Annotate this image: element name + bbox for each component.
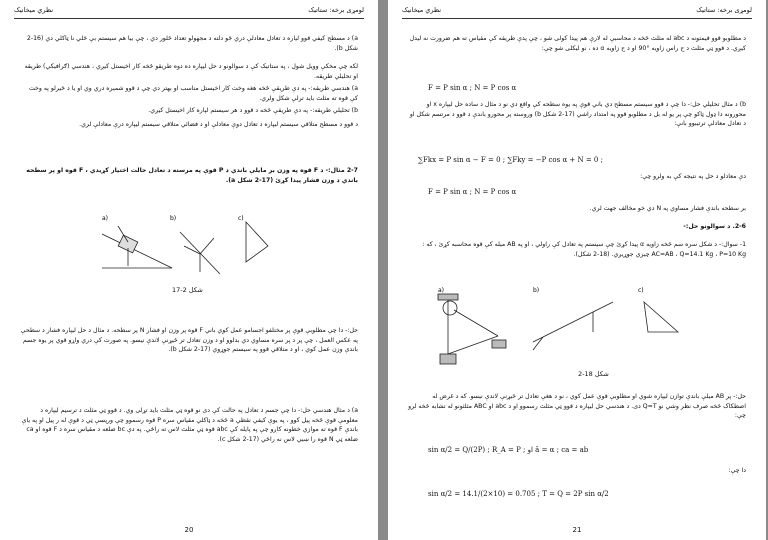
- figure-b: [180, 232, 220, 274]
- page-header: [14, 4, 364, 17]
- paragraph: حل:- پر AB ميلې باندې توازن ليپاره شوي او مطلوبې قوې عمل کوي ، نو د هغې تعادل تر څيړنې لاندې نيسو. که د غرض له اصطکاک څخه صرف نظر وشي نو Q=T دی. د هندسي حل ليپاره د قوو ټي مثلث رسموو او د abc او ABC مثلثونو له تشابه څخه لرو چې:: [408, 393, 746, 420]
- equation: sin α/2 = 14.1/(2×10) = 0.705 ; T = Q = 2P sin α/2: [428, 490, 609, 498]
- svg-text:b): b): [170, 215, 177, 222]
- figure-a: [438, 294, 506, 364]
- figure-caption: شکل 18-2: [578, 370, 609, 378]
- section-heading: 2-6. د سوالونو حل:-: [683, 223, 746, 230]
- paragraph: د قوو د مسطح متلاقي سيستم ليپاره د تعادل دوې معادلې او د فضائي متلاقي سيستم ليپاره درې معادلې لري.: [79, 121, 358, 128]
- page-number: 21: [572, 526, 582, 534]
- header-book-title: نظري ميخانيک: [14, 6, 54, 14]
- figure-caption: شکل 2-17: [172, 286, 203, 294]
- header-book-title: نظري ميخانيک: [402, 6, 442, 14]
- equation: ∑Fkx = P sin α − F = 0 ; ∑Fky = −P cos α + N = 0 ;: [418, 156, 603, 164]
- header-divider: [14, 18, 364, 19]
- paragraph: حل:- دا چې مطلوبې قوې پر مختلفو اجسامو عمل کوي باني F قوه پر وزن او فشار N پر سطحه. د مثال د حل ليپاره فشار د سطحې په عکس العمل ، چې پر د پر سره مساوي دي بدلوو او د وزن تعادل تر څيړنې لاندې نيسو. په صورت کې دري واړو قوي پر يوه جسم باندې وزن عمل کوي ، او د متلاقي قوو په سيستم جوړوي (17-2 شکل b).: [20, 327, 358, 354]
- paragraph: دې معادلو د حل په نتيجه کې به ولرو چې:: [640, 173, 746, 180]
- figure-2-18: [438, 287, 708, 372]
- svg-text:a): a): [438, 287, 445, 294]
- header-section: لومړی برخه: ستاتيک: [308, 6, 364, 14]
- equation: F = P sin α ; N = P cos α: [428, 84, 517, 92]
- question: 1- سوال:- د شکل سره سم څخه زاويه α پيدا کړئ چې سيستم په تعادل کې راولي ، او په AB ميله کې قوه محاسبه کړئ ، که : AC=AB ، Q=14.1 Kg ، P=10 Kg چيري جوړيږي. (18-2 شکل).: [422, 241, 746, 258]
- header-section: لومړی برخه: ستاتيک: [696, 6, 752, 14]
- paragraph: b) د مثال تحليلي حل:- دا چې د قوو سيستم مسطح دي باني قوې په يوه سطحه کې واقع دي نو د مثال د ساده حل ليپاره x او محورونه دا ډول ټاکو چې پر يو له بل د مطلوبو قوو په امتداد راشي (17-2 شکل b) وروسته پر محورو باندې د قوو د مرتسم شکل او د تعادل معادلې ترتيبوو بانې:: [409, 101, 746, 128]
- figure-a: [102, 226, 172, 268]
- svg-text:c): c): [638, 287, 644, 294]
- paragraph: لکه چې مخکې وويل شول ، په ستاتيک کې د سوالونو د حل ليپاره ده دوه طريقو څخه کار اخيستل کيږي ، هندسي (ګرافيکي) طريقه او تحليلي طريقه.: [24, 63, 358, 80]
- figure-b: [533, 302, 613, 350]
- header-divider: [402, 18, 752, 19]
- paragraph: a) هندسي طريقه:- په دې طريقې څخه هغه وخت کار اخيستل مناسب او بهتر دي چې د قوو شميره دري وي او يا د ځيرلو په وخت کې قوه ته مثلث بايد ترلې شکل ولري.: [28, 85, 358, 102]
- svg-text:b): b): [533, 287, 540, 294]
- paragraph: دا چې:: [728, 467, 746, 474]
- figure-c: [644, 302, 678, 332]
- example-title: 2-7 مثال:- د F قوه په وزن بر مايلې باندي د P قوې په مرسته د تعادل حالت اختيار کړيدي ، F قوه او پر سطحه باندي د وزن فشار پيدا کړئ (17-2 شکل a).: [26, 167, 358, 184]
- paragraph: بر سطحه باندې فشار مساوي په N دي خو مخالف جهت لري.: [589, 205, 746, 212]
- page-header: [402, 4, 752, 17]
- svg-text:a): a): [102, 215, 109, 222]
- left-page: [0, 0, 378, 540]
- paragraph: a) د مثال هندسي حل:- دا چې جسم د تعادل په حالت کې دی نو قوه ټي مثلث بايد تړلی وي. د قوو ټي مثلث د ترسيم ليپاره د معلومې قوې څخه پيل کوو ، په يوې کيفي نقطي a څخه د ټاکلي مقياس سره P قوه رسموو چې ورپسې ټي د قوې له ر پيل او په ياې باندې F قوه ته موازي خطونه کاږو چې په پايله کې abc قوه ټي مثلث لاس ته راځي. په دې bc ضلعه د مقياس سره د F قوه او ca ضلعه ټي N قوه را ښيي لاس نه راځي (17-2 شکل c).: [21, 407, 358, 443]
- figure-c: [246, 222, 268, 262]
- paragraph: د مطلوبو قوو قيمتونه د abc له مثلث څخه د محاسبې له لارې هم پيدا کولی شو ، چې پدې طريقه کې مقياس ته هم ضرورت نه ليدل کيږي. د قوو ټي مثلث د ح راس زاويه °90 او د ح زاويه α ده ، نو ليکلی شو چې:: [409, 35, 746, 52]
- paragraph: b) تحليلي طريقه:- په دې طريقې څخه د قوو د هر سيستم لپاره کار اخيستل کيږي.: [148, 107, 358, 114]
- equation: sin α/2 = Q/(2P) ; R_A = P ; او â = α ; ca = ab: [428, 446, 589, 454]
- figure-2-17: [100, 212, 280, 284]
- svg-text:c): c): [238, 215, 244, 222]
- right-page: [388, 0, 766, 540]
- equation: F = P sin α ; N = P cos α: [428, 188, 517, 196]
- paragraph: a) د مسطح کيفي قوو لياره د تعادل معادلې دري ځو دلته د مجهولو تعداد څلور دي ، چې بيا هم سيستم بې ځلي نا ټاکلي دي (16-2 شکل b).: [26, 35, 358, 52]
- page-number: 20: [184, 526, 194, 534]
